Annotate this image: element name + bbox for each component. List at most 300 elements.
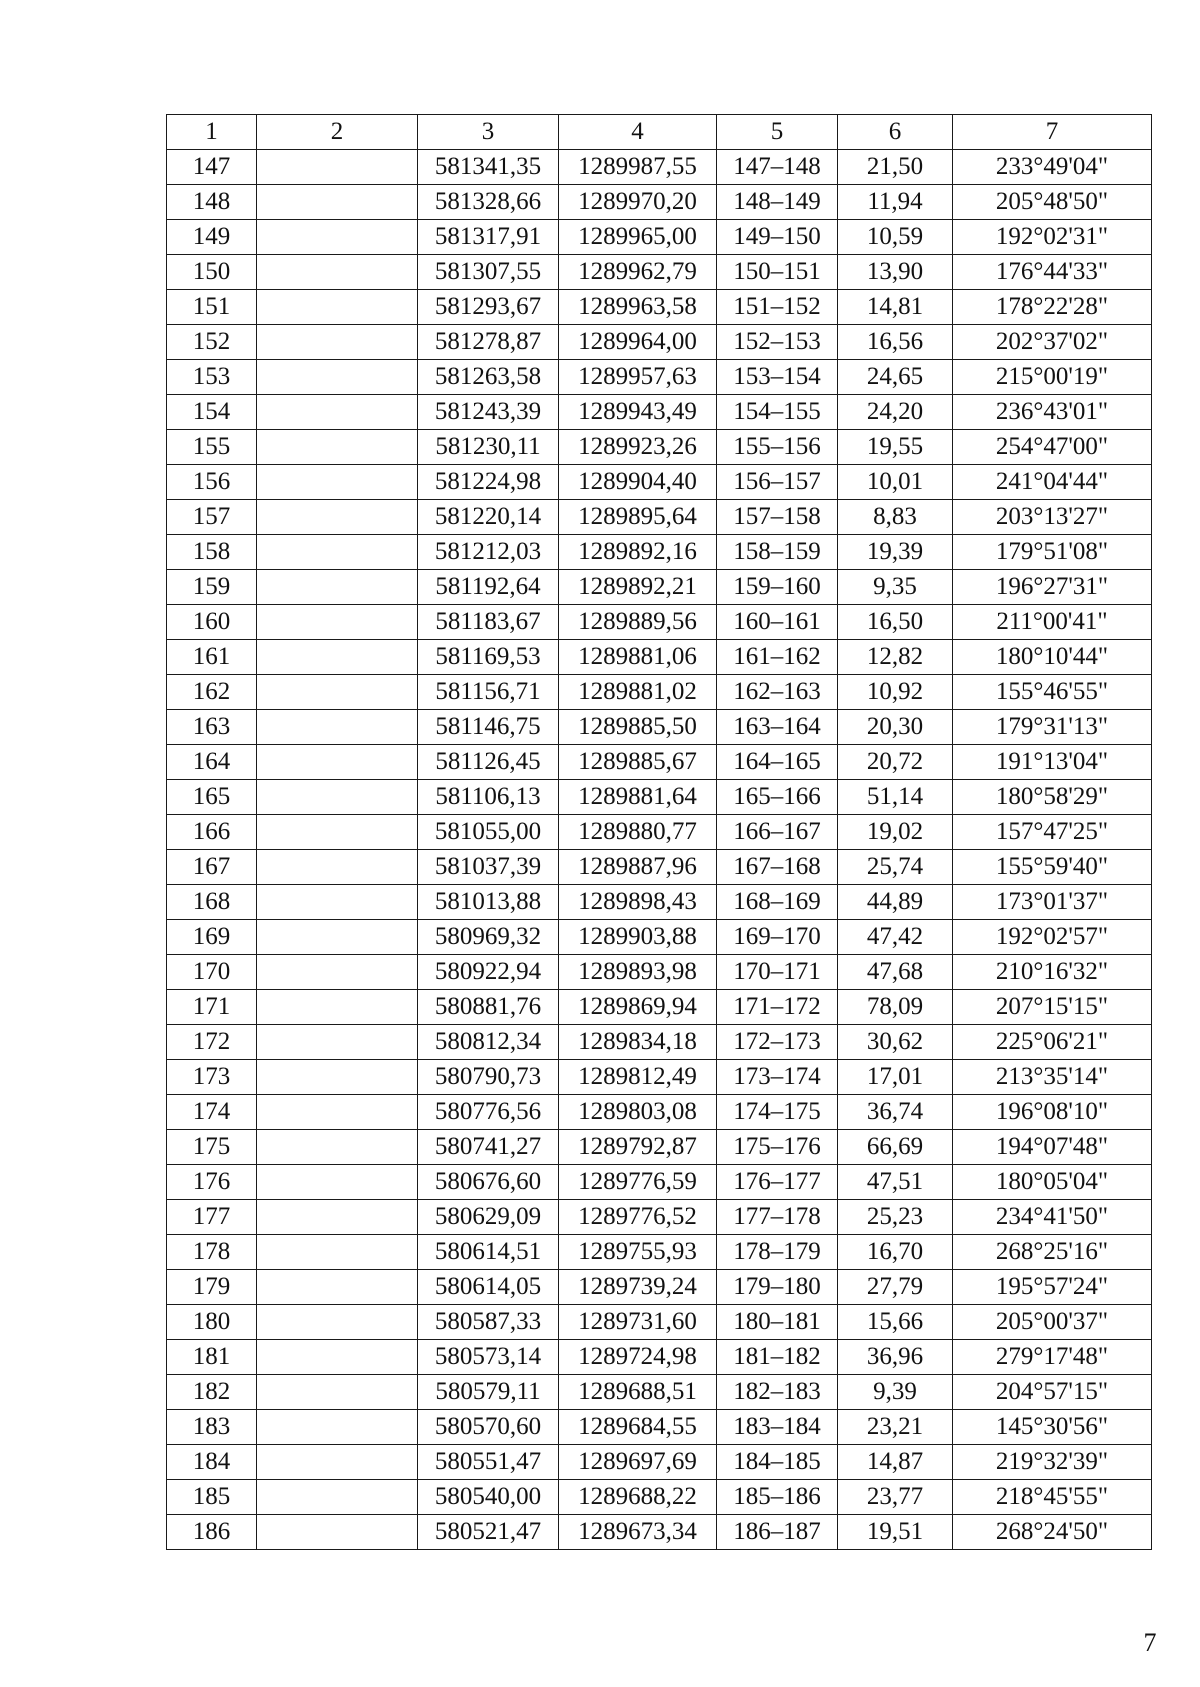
- cell-point-number: 165: [167, 780, 257, 815]
- cell-point-number: 150: [167, 255, 257, 290]
- cell-col2: [257, 850, 418, 885]
- table-row: [167, 360, 1152, 395]
- cell-y-coordinate: 1289812,49: [559, 1060, 717, 1095]
- cell-point-number: 168: [167, 885, 257, 920]
- cell-bearing: 241°04'44": [953, 465, 1152, 500]
- cell-bearing: 236°43'01": [953, 395, 1152, 430]
- cell-y-coordinate: 1289893,98: [559, 955, 717, 990]
- cell-point-number: 186: [167, 1515, 257, 1550]
- cell-segment: 166–167: [717, 815, 838, 850]
- table-row: [167, 605, 1152, 640]
- table-row: [167, 815, 1152, 850]
- cell-length: 17,01: [838, 1060, 953, 1095]
- cell-point-number: 183: [167, 1410, 257, 1445]
- table-row: [167, 1515, 1152, 1550]
- cell-y-coordinate: 1289903,88: [559, 920, 717, 955]
- cell-bearing: 279°17'48": [953, 1340, 1152, 1375]
- cell-bearing: 180°05'04": [953, 1165, 1152, 1200]
- table-row: [167, 640, 1152, 675]
- cell-length: 14,81: [838, 290, 953, 325]
- table-row: [167, 1200, 1152, 1235]
- cell-x-coordinate: 581328,66: [418, 185, 559, 220]
- cell-y-coordinate: 1289792,87: [559, 1130, 717, 1165]
- cell-point-number: 163: [167, 710, 257, 745]
- table-row: [167, 255, 1152, 290]
- cell-bearing: 202°37'02": [953, 325, 1152, 360]
- cell-x-coordinate: 580551,47: [418, 1445, 559, 1480]
- cell-col2: [257, 1130, 418, 1165]
- cell-point-number: 166: [167, 815, 257, 850]
- cell-segment: 179–180: [717, 1270, 838, 1305]
- cell-y-coordinate: 1289904,40: [559, 465, 717, 500]
- cell-bearing: 268°24'50": [953, 1515, 1152, 1550]
- table-row: [167, 465, 1152, 500]
- cell-x-coordinate: 580587,33: [418, 1305, 559, 1340]
- cell-point-number: 164: [167, 745, 257, 780]
- cell-bearing: 178°22'28": [953, 290, 1152, 325]
- cell-col2: [257, 920, 418, 955]
- cell-segment: 156–157: [717, 465, 838, 500]
- cell-col2: [257, 500, 418, 535]
- cell-x-coordinate: 581156,71: [418, 675, 559, 710]
- cell-bearing: 211°00'41": [953, 605, 1152, 640]
- table-row: [167, 570, 1152, 605]
- cell-point-number: 155: [167, 430, 257, 465]
- cell-point-number: 160: [167, 605, 257, 640]
- cell-bearing: 180°10'44": [953, 640, 1152, 675]
- cell-bearing: 195°57'24": [953, 1270, 1152, 1305]
- cell-y-coordinate: 1289964,00: [559, 325, 717, 360]
- table-row: [167, 675, 1152, 710]
- cell-length: 20,30: [838, 710, 953, 745]
- cell-point-number: 171: [167, 990, 257, 1025]
- cell-bearing: 268°25'16": [953, 1235, 1152, 1270]
- cell-length: 51,14: [838, 780, 953, 815]
- cell-length: 47,68: [838, 955, 953, 990]
- cell-segment: 170–171: [717, 955, 838, 990]
- cell-col2: [257, 1165, 418, 1200]
- table-row: [167, 1025, 1152, 1060]
- table-row: [167, 395, 1152, 430]
- cell-col2: [257, 710, 418, 745]
- cell-x-coordinate: 581169,53: [418, 640, 559, 675]
- cell-col2: [257, 430, 418, 465]
- table-row: [167, 1095, 1152, 1130]
- cell-x-coordinate: 581293,67: [418, 290, 559, 325]
- cell-point-number: 147: [167, 150, 257, 185]
- cell-col2: [257, 640, 418, 675]
- cell-bearing: 234°41'50": [953, 1200, 1152, 1235]
- cell-bearing: 218°45'55": [953, 1480, 1152, 1515]
- cell-segment: 151–152: [717, 290, 838, 325]
- cell-y-coordinate: 1289688,22: [559, 1480, 717, 1515]
- cell-bearing: 180°58'29": [953, 780, 1152, 815]
- cell-y-coordinate: 1289724,98: [559, 1340, 717, 1375]
- cell-length: 25,23: [838, 1200, 953, 1235]
- cell-length: 9,35: [838, 570, 953, 605]
- cell-point-number: 162: [167, 675, 257, 710]
- cell-segment: 162–163: [717, 675, 838, 710]
- cell-y-coordinate: 1289803,08: [559, 1095, 717, 1130]
- cell-bearing: 254°47'00": [953, 430, 1152, 465]
- cell-bearing: 179°31'13": [953, 710, 1152, 745]
- cell-length: 10,59: [838, 220, 953, 255]
- cell-length: 24,20: [838, 395, 953, 430]
- table-row: [167, 780, 1152, 815]
- cell-bearing: 210°16'32": [953, 955, 1152, 990]
- cell-col2: [257, 1025, 418, 1060]
- cell-bearing: 196°27'31": [953, 570, 1152, 605]
- cell-point-number: 157: [167, 500, 257, 535]
- cell-col2: [257, 360, 418, 395]
- cell-col2: [257, 220, 418, 255]
- cell-x-coordinate: 581013,88: [418, 885, 559, 920]
- cell-y-coordinate: 1289697,69: [559, 1445, 717, 1480]
- cell-point-number: 156: [167, 465, 257, 500]
- table-row: [167, 1165, 1152, 1200]
- cell-point-number: 173: [167, 1060, 257, 1095]
- cell-point-number: 159: [167, 570, 257, 605]
- cell-col2: [257, 1515, 418, 1550]
- cell-col2: [257, 150, 418, 185]
- cell-length: 19,02: [838, 815, 953, 850]
- cell-segment: 168–169: [717, 885, 838, 920]
- cell-length: 47,42: [838, 920, 953, 955]
- cell-y-coordinate: 1289834,18: [559, 1025, 717, 1060]
- cell-x-coordinate: 580570,60: [418, 1410, 559, 1445]
- cell-y-coordinate: 1289688,51: [559, 1375, 717, 1410]
- table-row: [167, 1270, 1152, 1305]
- cell-segment: 172–173: [717, 1025, 838, 1060]
- cell-x-coordinate: 580614,51: [418, 1235, 559, 1270]
- table-row: [167, 325, 1152, 360]
- cell-col2: [257, 1305, 418, 1340]
- cell-x-coordinate: 581317,91: [418, 220, 559, 255]
- cell-x-coordinate: 581146,75: [418, 710, 559, 745]
- cell-segment: 174–175: [717, 1095, 838, 1130]
- cell-segment: 173–174: [717, 1060, 838, 1095]
- cell-bearing: 203°13'27": [953, 500, 1152, 535]
- cell-x-coordinate: 580790,73: [418, 1060, 559, 1095]
- cell-point-number: 177: [167, 1200, 257, 1235]
- page-number: 7: [1143, 1628, 1157, 1657]
- cell-col2: [257, 1375, 418, 1410]
- cell-point-number: 158: [167, 535, 257, 570]
- cell-x-coordinate: 580881,76: [418, 990, 559, 1025]
- cell-bearing: 173°01'37": [953, 885, 1152, 920]
- cell-length: 19,51: [838, 1515, 953, 1550]
- cell-segment: 177–178: [717, 1200, 838, 1235]
- cell-x-coordinate: 580776,56: [418, 1095, 559, 1130]
- cell-x-coordinate: 581192,64: [418, 570, 559, 605]
- cell-y-coordinate: 1289880,77: [559, 815, 717, 850]
- table-row: [167, 710, 1152, 745]
- cell-bearing: 157°47'25": [953, 815, 1152, 850]
- cell-x-coordinate: 580614,05: [418, 1270, 559, 1305]
- cell-x-coordinate: 580521,47: [418, 1515, 559, 1550]
- table-row: [167, 1130, 1152, 1165]
- cell-segment: 184–185: [717, 1445, 838, 1480]
- header-cell-col4: 4: [559, 115, 717, 150]
- table-row: [167, 745, 1152, 780]
- cell-length: 16,70: [838, 1235, 953, 1270]
- cell-length: 19,55: [838, 430, 953, 465]
- cell-col2: [257, 535, 418, 570]
- table-row: [167, 1445, 1152, 1480]
- cell-col2: [257, 395, 418, 430]
- cell-length: 36,74: [838, 1095, 953, 1130]
- cell-bearing: 233°49'04": [953, 150, 1152, 185]
- cell-point-number: 181: [167, 1340, 257, 1375]
- cell-segment: 185–186: [717, 1480, 838, 1515]
- cell-point-number: 169: [167, 920, 257, 955]
- table-row: [167, 430, 1152, 465]
- cell-bearing: 145°30'56": [953, 1410, 1152, 1445]
- cell-bearing: 176°44'33": [953, 255, 1152, 290]
- cell-segment: 164–165: [717, 745, 838, 780]
- cell-segment: 160–161: [717, 605, 838, 640]
- cell-y-coordinate: 1289776,52: [559, 1200, 717, 1235]
- cell-y-coordinate: 1289965,00: [559, 220, 717, 255]
- cell-length: 12,82: [838, 640, 953, 675]
- table-row: [167, 1375, 1152, 1410]
- cell-point-number: 176: [167, 1165, 257, 1200]
- cell-col2: [257, 990, 418, 1025]
- table-row: [167, 990, 1152, 1025]
- header-cell-col1: 1: [167, 115, 257, 150]
- cell-bearing: 225°06'21": [953, 1025, 1152, 1060]
- cell-point-number: 148: [167, 185, 257, 220]
- cell-point-number: 153: [167, 360, 257, 395]
- cell-length: 8,83: [838, 500, 953, 535]
- cell-y-coordinate: 1289881,06: [559, 640, 717, 675]
- cell-point-number: 151: [167, 290, 257, 325]
- cell-length: 9,39: [838, 1375, 953, 1410]
- cell-col2: [257, 675, 418, 710]
- cell-x-coordinate: 581278,87: [418, 325, 559, 360]
- table-row: [167, 185, 1152, 220]
- cell-col2: [257, 1480, 418, 1515]
- cell-y-coordinate: 1289892,21: [559, 570, 717, 605]
- cell-point-number: 178: [167, 1235, 257, 1270]
- cell-segment: 176–177: [717, 1165, 838, 1200]
- cell-y-coordinate: 1289962,79: [559, 255, 717, 290]
- cell-point-number: 172: [167, 1025, 257, 1060]
- cell-x-coordinate: 581341,35: [418, 150, 559, 185]
- cell-x-coordinate: 581212,03: [418, 535, 559, 570]
- cell-y-coordinate: 1289684,55: [559, 1410, 717, 1445]
- cell-x-coordinate: 580922,94: [418, 955, 559, 990]
- table-row: [167, 290, 1152, 325]
- cell-x-coordinate: 581230,11: [418, 430, 559, 465]
- cell-col2: [257, 780, 418, 815]
- cell-col2: [257, 1340, 418, 1375]
- cell-x-coordinate: 580812,34: [418, 1025, 559, 1060]
- cell-y-coordinate: 1289739,24: [559, 1270, 717, 1305]
- cell-col2: [257, 465, 418, 500]
- cell-point-number: 170: [167, 955, 257, 990]
- cell-bearing: 192°02'31": [953, 220, 1152, 255]
- table-header: [167, 115, 1152, 150]
- cell-length: 44,89: [838, 885, 953, 920]
- cell-bearing: 213°35'14": [953, 1060, 1152, 1095]
- cell-length: 47,51: [838, 1165, 953, 1200]
- cell-bearing: 192°02'57": [953, 920, 1152, 955]
- cell-length: 27,79: [838, 1270, 953, 1305]
- cell-bearing: 191°13'04": [953, 745, 1152, 780]
- cell-segment: 159–160: [717, 570, 838, 605]
- cell-segment: 169–170: [717, 920, 838, 955]
- cell-bearing: 179°51'08": [953, 535, 1152, 570]
- cell-point-number: 180: [167, 1305, 257, 1340]
- cell-col2: [257, 1270, 418, 1305]
- cell-col2: [257, 885, 418, 920]
- cell-y-coordinate: 1289889,56: [559, 605, 717, 640]
- cell-y-coordinate: 1289731,60: [559, 1305, 717, 1340]
- cell-point-number: 175: [167, 1130, 257, 1165]
- cell-length: 19,39: [838, 535, 953, 570]
- cell-segment: 154–155: [717, 395, 838, 430]
- cell-point-number: 184: [167, 1445, 257, 1480]
- header-cell-col7: 7: [953, 115, 1152, 150]
- cell-y-coordinate: 1289673,34: [559, 1515, 717, 1550]
- header-row: [167, 115, 1152, 150]
- cell-x-coordinate: 581263,58: [418, 360, 559, 395]
- cell-x-coordinate: 580629,09: [418, 1200, 559, 1235]
- cell-x-coordinate: 580741,27: [418, 1130, 559, 1165]
- cell-bearing: 155°59'40": [953, 850, 1152, 885]
- cell-point-number: 174: [167, 1095, 257, 1130]
- cell-length: 15,66: [838, 1305, 953, 1340]
- cell-length: 36,96: [838, 1340, 953, 1375]
- table-row: [167, 1410, 1152, 1445]
- cell-bearing: 205°00'37": [953, 1305, 1152, 1340]
- cell-length: 25,74: [838, 850, 953, 885]
- table-row: [167, 885, 1152, 920]
- table-row: [167, 1480, 1152, 1515]
- cell-col2: [257, 570, 418, 605]
- cell-col2: [257, 1095, 418, 1130]
- header-cell-col3: 3: [418, 115, 559, 150]
- cell-length: 14,87: [838, 1445, 953, 1480]
- cell-y-coordinate: 1289869,94: [559, 990, 717, 1025]
- table-row: [167, 1305, 1152, 1340]
- cell-col2: [257, 290, 418, 325]
- cell-segment: 158–159: [717, 535, 838, 570]
- cell-y-coordinate: 1289755,93: [559, 1235, 717, 1270]
- cell-segment: 180–181: [717, 1305, 838, 1340]
- cell-col2: [257, 1060, 418, 1095]
- cell-point-number: 167: [167, 850, 257, 885]
- cell-col2: [257, 1445, 418, 1480]
- cell-col2: [257, 955, 418, 990]
- table-body: [167, 150, 1152, 1550]
- cell-segment: 149–150: [717, 220, 838, 255]
- cell-col2: [257, 255, 418, 290]
- table-row: [167, 220, 1152, 255]
- cell-segment: 152–153: [717, 325, 838, 360]
- cell-x-coordinate: 581106,13: [418, 780, 559, 815]
- table-row: [167, 150, 1152, 185]
- cell-x-coordinate: 580579,11: [418, 1375, 559, 1410]
- cell-length: 30,62: [838, 1025, 953, 1060]
- cell-point-number: 182: [167, 1375, 257, 1410]
- cell-col2: [257, 1200, 418, 1235]
- cell-segment: 186–187: [717, 1515, 838, 1550]
- cell-segment: 157–158: [717, 500, 838, 535]
- cell-y-coordinate: 1289885,50: [559, 710, 717, 745]
- cell-col2: [257, 1235, 418, 1270]
- cell-bearing: 155°46'55": [953, 675, 1152, 710]
- table-row: [167, 955, 1152, 990]
- cell-length: 20,72: [838, 745, 953, 780]
- cell-y-coordinate: 1289881,02: [559, 675, 717, 710]
- cell-y-coordinate: 1289776,59: [559, 1165, 717, 1200]
- cell-x-coordinate: 581243,39: [418, 395, 559, 430]
- cell-length: 13,90: [838, 255, 953, 290]
- cell-bearing: 207°15'15": [953, 990, 1152, 1025]
- coordinates-table: [166, 114, 1152, 1550]
- cell-length: 10,01: [838, 465, 953, 500]
- cell-segment: 155–156: [717, 430, 838, 465]
- table-row: [167, 1060, 1152, 1095]
- cell-x-coordinate: 581126,45: [418, 745, 559, 780]
- cell-segment: 153–154: [717, 360, 838, 395]
- cell-y-coordinate: 1289987,55: [559, 150, 717, 185]
- cell-length: 21,50: [838, 150, 953, 185]
- cell-segment: 148–149: [717, 185, 838, 220]
- cell-col2: [257, 1410, 418, 1445]
- cell-y-coordinate: 1289957,63: [559, 360, 717, 395]
- table-row: [167, 1235, 1152, 1270]
- cell-segment: 161–162: [717, 640, 838, 675]
- cell-segment: 147–148: [717, 150, 838, 185]
- cell-segment: 183–184: [717, 1410, 838, 1445]
- cell-y-coordinate: 1289898,43: [559, 885, 717, 920]
- cell-length: 78,09: [838, 990, 953, 1025]
- cell-bearing: 204°57'15": [953, 1375, 1152, 1410]
- cell-point-number: 185: [167, 1480, 257, 1515]
- cell-y-coordinate: 1289895,64: [559, 500, 717, 535]
- cell-segment: 167–168: [717, 850, 838, 885]
- cell-length: 16,50: [838, 605, 953, 640]
- cell-segment: 182–183: [717, 1375, 838, 1410]
- cell-col2: [257, 185, 418, 220]
- table-row: [167, 500, 1152, 535]
- cell-y-coordinate: 1289970,20: [559, 185, 717, 220]
- cell-point-number: 154: [167, 395, 257, 430]
- table-row: [167, 920, 1152, 955]
- cell-length: 16,56: [838, 325, 953, 360]
- cell-length: 23,21: [838, 1410, 953, 1445]
- cell-length: 24,65: [838, 360, 953, 395]
- cell-segment: 175–176: [717, 1130, 838, 1165]
- cell-col2: [257, 325, 418, 360]
- cell-segment: 165–166: [717, 780, 838, 815]
- cell-y-coordinate: 1289892,16: [559, 535, 717, 570]
- cell-point-number: 161: [167, 640, 257, 675]
- cell-y-coordinate: 1289923,26: [559, 430, 717, 465]
- cell-y-coordinate: 1289963,58: [559, 290, 717, 325]
- header-cell-col5: 5: [717, 115, 838, 150]
- cell-x-coordinate: 580573,14: [418, 1340, 559, 1375]
- cell-x-coordinate: 581055,00: [418, 815, 559, 850]
- table-row: [167, 850, 1152, 885]
- cell-length: 23,77: [838, 1480, 953, 1515]
- cell-point-number: 152: [167, 325, 257, 360]
- cell-length: 10,92: [838, 675, 953, 710]
- cell-col2: [257, 605, 418, 640]
